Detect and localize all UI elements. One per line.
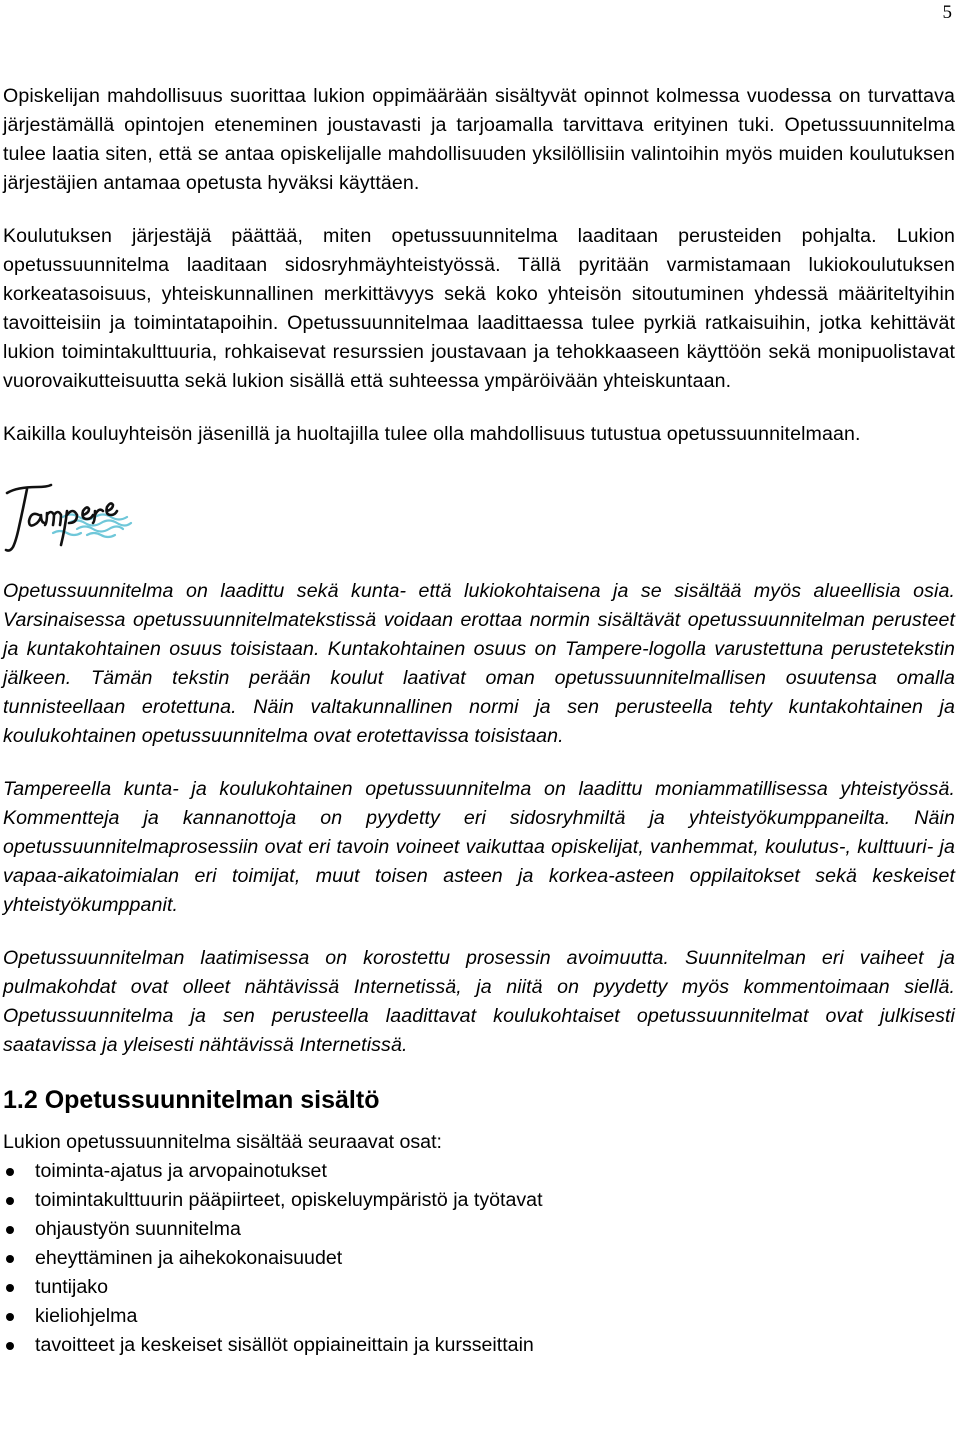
list-item: ohjaustyön suunnitelma — [3, 1215, 955, 1244]
document-body — [3, 82, 955, 1360]
list-item: toimintakulttuurin pääpiirteet, opiskeluympäristö ja työtavat — [3, 1186, 955, 1215]
paragraph: Kaikilla kouluyhteisön jäsenillä ja huoltajilla tulee olla mahdollisuus tutustua opetussuunnitelmaan. — [3, 423, 861, 445]
paragraph: Opiskelijan mahdollisuus suorittaa lukion oppimäärään sisältyvät opinnot kolmessa vuodessa on turvattava järjestämällä opintojen eteneminen joustavasti ja tarjoamalla tarvittava erityinen tuki. Opetussuunnitelma tulee laatia siten, että se antaa opiskelijalle mahdollisuuden yksilöllisiin valintoihin myös muiden koulutuksen järjestäjien antamaa opetusta hyväksi käyttäen. — [3, 85, 955, 194]
bullet-list — [3, 1157, 955, 1360]
list-item: kieliohjelma — [3, 1302, 955, 1331]
section-heading: 1.2 Opetussuunnitelman sisältö — [3, 1086, 380, 1114]
page-number: 5 — [942, 2, 952, 23]
italic-paragraph: Tampereella kunta- ja koulukohtainen opetussuunnitelma on laadittu moniammatillisessa yhteistyössä. Kommentteja ja kannanottoja on pyydetty eri sidosryhmiltä ja yhteistyökumppaneilta. Näin opetussuunnitelmaprosessiin ovat eri tavoin voineet vaikuttaa opiskelijat, vanhemmat, koulutus-, kulttuuri- ja vapaa-aikatoimialan eri toimijat, muut toisen asteen ja korkea-asteen oppilaitokset sekä keskeiset yhteistyökumppanit. — [3, 778, 955, 916]
italic-paragraph: Opetussuunnitelman laatimisessa on korostettu prosessin avoimuutta. Suunnitelman eri vaiheet ja pulmakohdat ovat olleet nähtävissä Internetissä, ja niitä on pyydetty myös kommentoimaan siellä. Opetussuunnitelma ja sen perusteella laadittavat koulukohtaiset opetussuunnitelmat ovat julkisesti saatavissa ja yleisesti nähtävissä Internetissä. — [3, 947, 955, 1056]
paragraph: Koulutuksen järjestäjä päättää, miten opetussuunnitelma laaditaan perusteiden pohjalta. Lukion opetussuunnitelma laaditaan sidosryhmäyhteistyössä. Tällä pyritään varmistamaan lukiokoulutuksen korkeatasoisuus, yhteiskunnallinen merkittävyys sekä koko yhteisön sitoutuminen yhdessä määriteltyihin tavoitteisiin ja toimintatapoihin. Opetussuunnitelmaa laadittaessa tulee pyrkiä ratkaisuihin, jotka kehittävät lukion toimintakulttuuria, rohkaisevat resurssien joustavaan ja tehokkaaseen käyttöön sekä monipuolistavat vuorovaikutteisuutta sekä lukion sisällä että suhteessa ympäröivään yhteiskuntaan. — [3, 225, 955, 392]
list-item: tuntijako — [3, 1273, 955, 1302]
tampere-logo — [3, 471, 955, 559]
tampere-logo-image — [3, 471, 153, 559]
list-intro: Lukion opetussuunnitelma sisältää seuraavat osat: — [3, 1131, 442, 1153]
italic-paragraph: Opetussuunnitelma on laadittu sekä kunta- että lukiokohtaisena ja se sisältää myös alueellisia osia. Varsinaisessa opetussuunnitelmatekstissä voidaan erottaa normin sisältävät opetussuunnitelman perusteet ja kuntakohtainen osuus toisistaan. Kuntakohtainen osuus on Tampere-logolla varustettuna perustetekstin jälkeen. Tämän tekstin perään koulut laativat oman opetussuunnitelmallisen osuutensa omalla tunnisteellaan erotettuna. Näin valtakunnallinen normi ja sen perusteella tehty kuntakohtainen ja koulukohtainen opetussuunnitelma ovat erotettavissa toisistaan. — [3, 580, 955, 747]
list-item: toiminta-ajatus ja arvopainotukset — [3, 1157, 955, 1186]
list-item: tavoitteet ja keskeiset sisällöt oppiaineittain ja kursseittain — [3, 1331, 955, 1360]
list-item: eheyttäminen ja aihekokonaisuudet — [3, 1244, 955, 1273]
